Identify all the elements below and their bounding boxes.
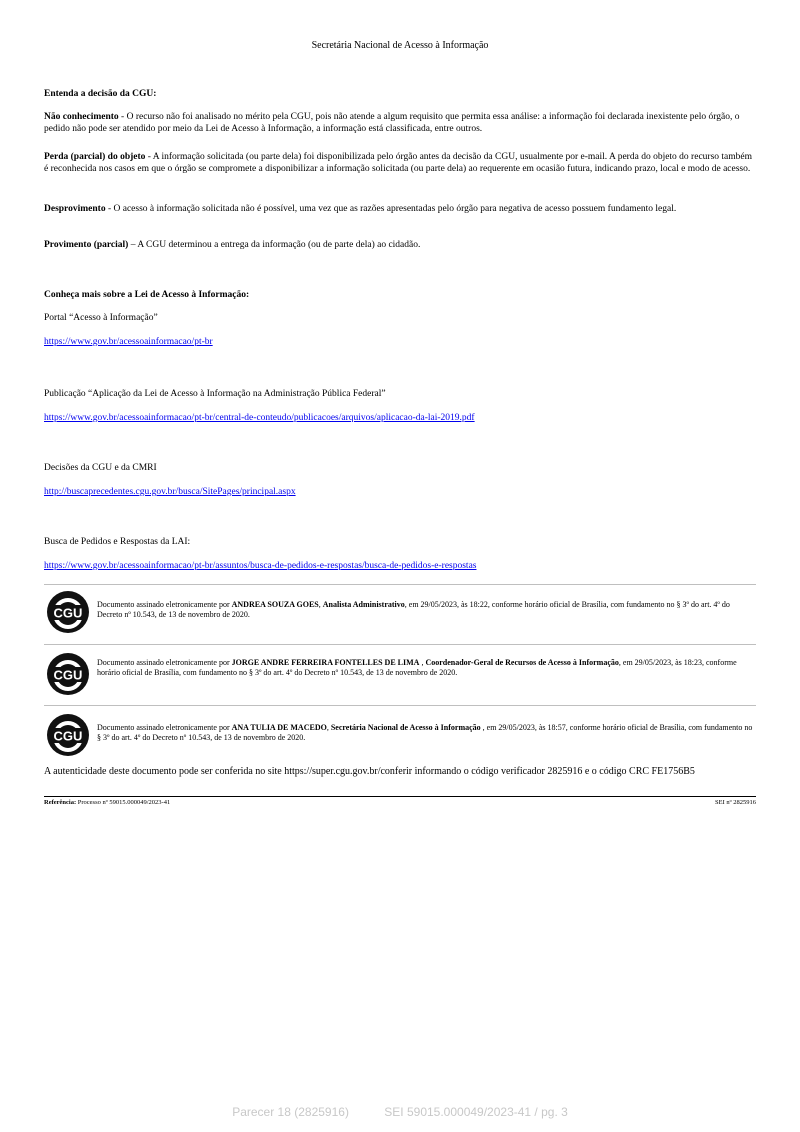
lai-heading: Conheça mais sobre a Lei de Acesso à Informação: xyxy=(44,290,250,300)
lai-link-label-portal: Portal “Acesso à Informação” xyxy=(44,313,158,323)
svg-text:CGU: CGU xyxy=(53,728,83,744)
signature-text: Documento assinado eletronicamente por ANA TULIA DE MACEDO, Secretária Nacional de Acesso à Informação , em 29/05/2023, às 18:57, conforme horário oficial de Brasília, com fundamento no § 3º do art. 4º do Decreto nº 10.543, de 13 de novembro de 2020. xyxy=(97,723,753,742)
lai-link-busca[interactable]: https://www.gov.br/acessoainformacao/pt-br/assuntos/busca-de-pedidos-e-respostas/busca-de-pedidos-e-respostas xyxy=(44,561,477,571)
divider xyxy=(44,644,756,645)
decisao-item-perda-objeto: Perda (parcial) do objeto - A informação solicitada (ou parte dela) foi disponibilizada pelo órgão antes da decisão da CGU, usualmente por e-mail. A perda do objeto do recurso também é reconhecida nos casos em que o órgão se compromete a disponibilizar a informação solicitada (ou parte dela) ao requerente em ocasião futura, indicando prazo, local e modo de acesso. xyxy=(44,152,752,174)
lai-link-portal[interactable]: https://www.gov.br/acessoainformacao/pt-br xyxy=(44,337,213,347)
divider xyxy=(44,584,756,585)
sei-number: SEI nº 2825916 xyxy=(714,799,756,806)
page-footer xyxy=(0,1105,800,1119)
signature-text: Documento assinado eletronicamente por JORGE ANDRE FERREIRA FONTELLES DE LIMA , Coordenador-Geral de Recursos de Acesso à Informação, em 29/05/2023, às 18:23, conforme horário oficial de Brasília, com fundamento no § 3º do art. 4º do Decreto nº 10.543, de 13 de novembro de 2020. xyxy=(97,658,737,677)
lai-link-label-decisoes: Decisões da CGU e da CMRI xyxy=(44,463,157,473)
decisao-item-desprovimento: Desprovimento - O acesso à informação solicitada não é possível, uma vez que as razões apresentadas pelo órgão para negativa de acesso possuem fundamento legal. xyxy=(44,204,677,214)
cgu-seal-icon xyxy=(46,713,90,757)
lai-link-label-busca: Busca de Pedidos e Respostas da LAI: xyxy=(44,537,191,547)
page-header: Secretária Nacional de Acesso à Informação xyxy=(311,40,489,51)
reference-line: Referência: Processo nº 59015.000049/2023-41 SEI nº 2825916 xyxy=(44,799,756,806)
svg-text:CGU: CGU xyxy=(53,605,83,621)
cgu-seal-icon xyxy=(46,652,90,696)
reference-rule xyxy=(44,796,756,797)
footer-process-page: SEI 59015.000049/2023-41 / pg. 3 xyxy=(384,1105,568,1119)
footer-document: Parecer 18 (2825916) xyxy=(232,1105,349,1119)
decisao-item-nao-conhecimento: Não conhecimento - O recurso não foi analisado no mérito pela CGU, pois não atende a algum requisito que permita essa análise: a informação foi declarada inexistente pelo órgão, o pedido não pode ser atendido por meio da Lei de Acesso à Informação, a informação está classificada, entre outros. xyxy=(44,112,740,134)
svg-text:CGU: CGU xyxy=(53,667,83,683)
divider xyxy=(44,705,756,706)
decisao-item-provimento: Provimento (parcial) – A CGU determinou a entrega da informação (ou de parte dela) ao cidadão. xyxy=(44,240,421,250)
cgu-seal-icon xyxy=(46,590,90,634)
authenticity-note: A autenticidade deste documento pode ser conferida no site https://super.cgu.gov.br/conferir informando o código verificador 2825916 e o código CRC FE1756B5 xyxy=(44,766,695,777)
lai-link-label-publicacao: Publicação “Aplicação da Lei de Acesso à Informação na Administração Pública Federal” xyxy=(44,389,386,399)
signature-block xyxy=(44,652,756,696)
signature-text: Documento assinado eletronicamente por ANDREA SOUZA GOES, Analista Administrativo, em 29/05/2023, às 18:22, conforme horário oficial de Brasília, com fundamento no § 3º do art. 4º do Decreto nº 10.543, de 13 de novembro de 2020. xyxy=(97,600,730,619)
lai-link-publicacao[interactable]: https://www.gov.br/acessoainformacao/pt-br/central-de-conteudo/publicacoes/arquivos/aplicacao-da-lai-2019.pdf xyxy=(44,413,475,423)
signature-block xyxy=(44,713,756,757)
decisao-heading: Entenda a decisão da CGU: xyxy=(44,89,157,99)
signature-block xyxy=(44,590,756,634)
lai-link-decisoes[interactable]: http://buscaprecedentes.cgu.gov.br/busca/SitePages/principal.aspx xyxy=(44,487,296,497)
